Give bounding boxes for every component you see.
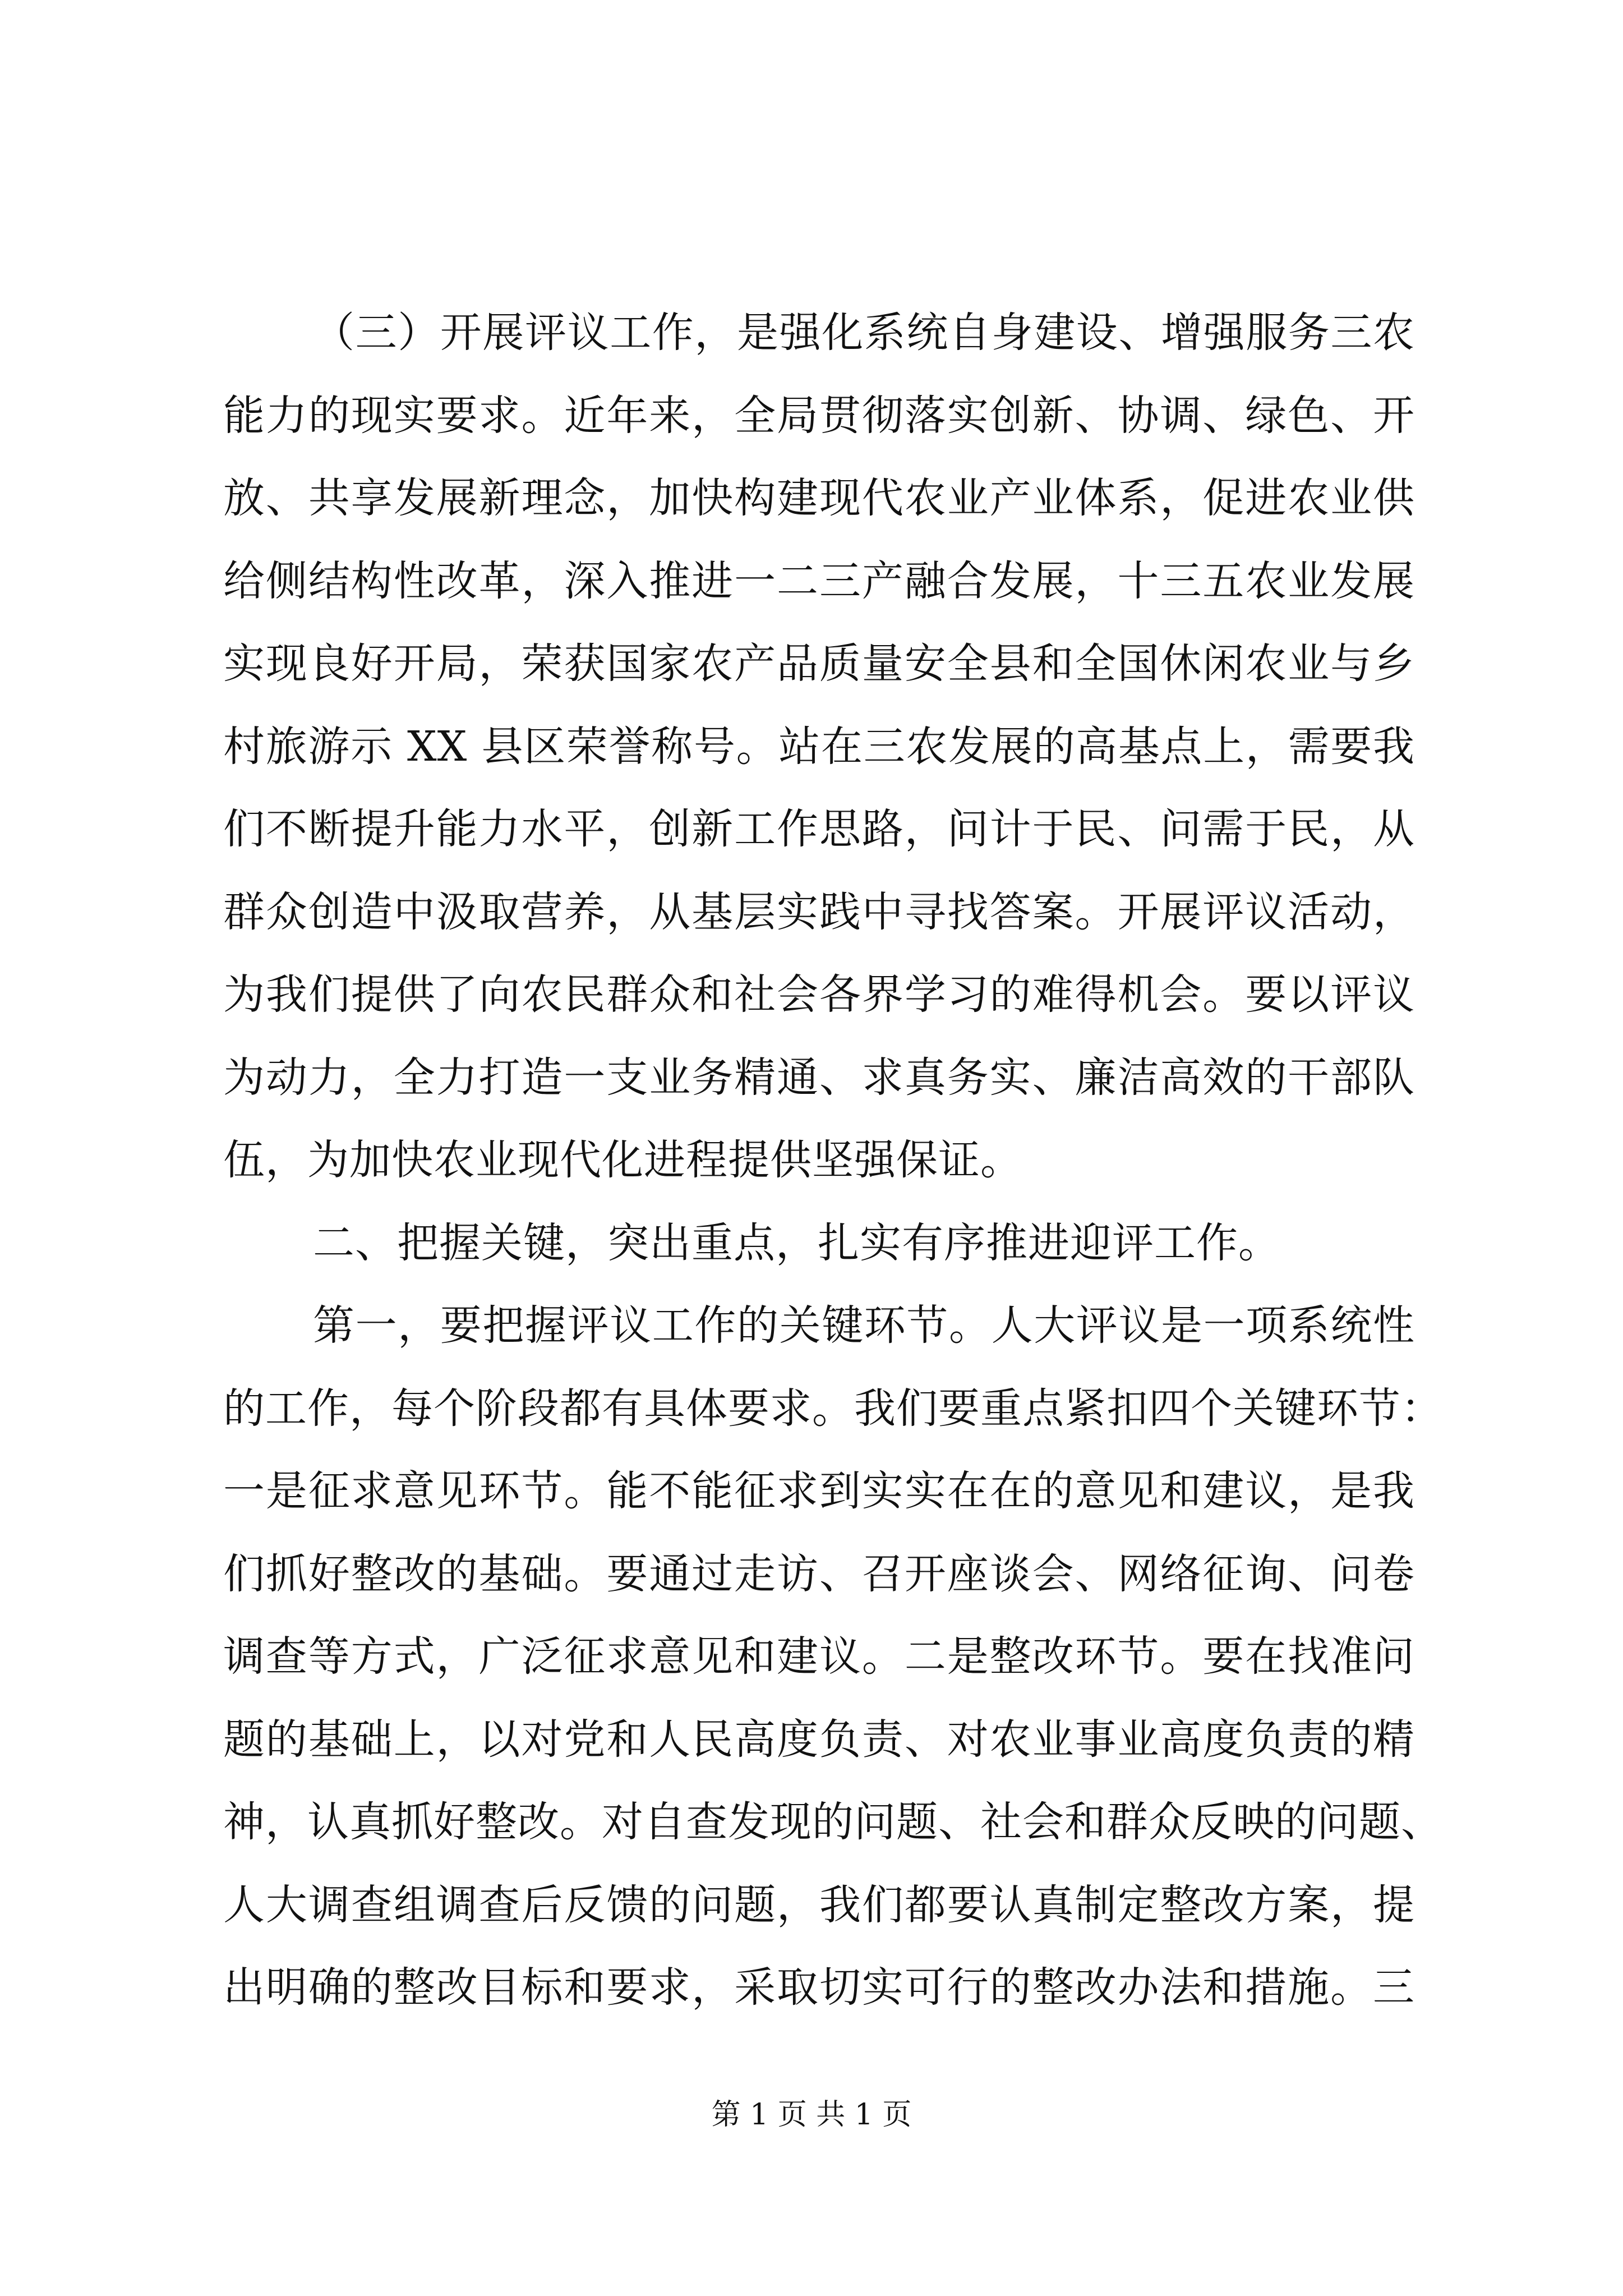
text-line: 调查等方式，广泛征求意见和建议。二是整改环节。要在找准问 [223,1632,1415,1681]
text-line: 第一，要把握评议工作的关键环节。人大评议是一项系统性 [313,1301,1415,1350]
text-line: 神，认真抓好整改。对自查发现的问题、社会和群众反映的问题、 [223,1798,1443,1846]
text-line: 群众创造中汲取营养，从基层实践中寻找答案。开展评议活动， [223,887,1415,936]
text-line: 能力的现实要求。近年来，全局贯彻落实创新、协调、绿色、开 [223,391,1415,440]
text-line: 放、共享发展新理念，加快构建现代农业产业体系，促进农业供 [223,474,1415,522]
text-line: 伍，为加快农业现代化进程提供坚强保证。 [223,1136,1022,1184]
section-heading: 二、把握关键，突出重点，扎实有序推进迎评工作。 [313,1218,1280,1267]
text-line: 一是征求意见环节。能不能征求到实实在在的意见和建议，是我 [223,1467,1415,1515]
text-line: 给侧结构性改革，深入推进一二三产融合发展，十三五农业发展 [223,556,1415,605]
text-line: （三）开展评议工作，是强化系统自身建设、增强服务三农 [313,309,1415,357]
page-number-label: 第 1 页 共 1 页 [711,2098,912,2132]
text-line: 为动力，全力打造一支业务精通、求真务实、廉洁高效的干部队 [223,1053,1415,1102]
text-line: 人大调查组调查后反馈的问题，我们都要认真制定整改方案，提 [223,1880,1415,1929]
text-line: 出明确的整改目标和要求，采取切实可行的整改办法和措施。三 [223,1963,1415,2012]
text-line: 们抓好整改的基础。要通过走访、召开座谈会、网络征询、问卷 [223,1549,1415,1598]
text-line: 题的基础上，以对党和人民高度负责、对农业事业高度负责的精 [223,1715,1415,1764]
text-line: 为我们提供了向农民群众和社会各界学习的难得机会。要以评议 [223,970,1415,1019]
text-line: 村旅游示 XX 县区荣誉称号。站在三农发展的高基点上，需要我 [223,722,1415,771]
document-body [223,292,1443,2030]
text-line: 实现良好开局，荣获国家农产品质量安全县和全国休闲农业与乡 [223,639,1415,688]
page-footer [0,2098,1623,2132]
text-line: 们不断提升能力水平，创新工作思路，问计于民、问需于民，从 [223,805,1415,853]
text-line: 的工作，每个阶段都有具体要求。我们要重点紧扣四个关键环节： [223,1384,1443,1433]
